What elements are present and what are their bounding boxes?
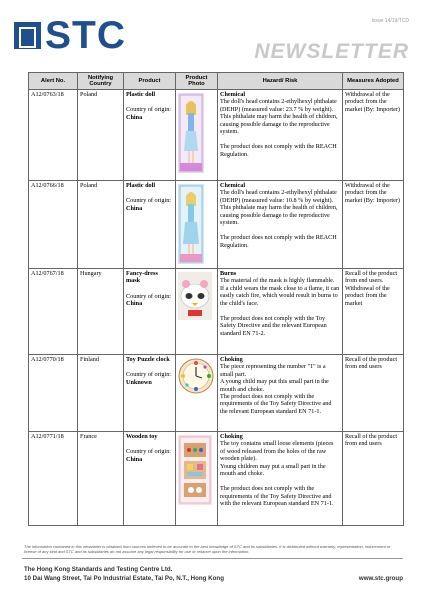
photo-cell xyxy=(176,181,218,269)
photo-cell xyxy=(176,432,218,526)
stc-logo-icon xyxy=(14,22,41,49)
photo-cell xyxy=(176,355,218,432)
hazard-line: The product does not comply with the REACH Regulation. xyxy=(220,143,337,158)
doll-photo-icon xyxy=(178,93,215,173)
col-notifying-country: Notifying Country xyxy=(78,73,124,90)
hazard-line: The doll's head contains 2-ethylhexyl phthalate (DEHP) (measured value: 23.7 % by weight). xyxy=(220,98,337,113)
hazard-line: The doll's head contains 2-ethylhexyl phthalate (DEHP) (measured value: 10.8 % by weight). xyxy=(220,189,337,204)
logo-text: STC xyxy=(45,14,126,57)
notifying-country: Poland xyxy=(78,90,124,181)
hazard-line: The product does not comply with the requirements of the Toy Safety Directive and with the relevant European standard EN 71-1. xyxy=(220,485,334,508)
table-row xyxy=(29,269,404,355)
origin-value: Unknown xyxy=(126,378,152,386)
notifying-country: Hungary xyxy=(78,269,124,355)
col-measures-adopted: Measures Adopted xyxy=(343,73,404,90)
alert-number: A12/0763/18 xyxy=(29,90,78,181)
disclaimer-note: The information contained in this newsletter is obtained from sources believed to be accurate to the best knowledge of STC and its subsidiaries. It is distributed without warranty, representation, inducement or license of any kind and STC and its subsidiaries do not assume any legal responsibility for use or reliance upon the information. xyxy=(24,544,391,554)
hazard-cell xyxy=(218,90,343,181)
wooden-toy-photo-icon xyxy=(178,435,215,505)
hazard-line: If a child wears the mask close to a flame, it can easily catch fire, which would result in burns to the child's face. xyxy=(220,284,340,307)
hazard-title: Burns xyxy=(220,270,237,277)
product-name: Wooden toy xyxy=(126,433,158,440)
product-cell xyxy=(124,355,176,432)
hazard-cell xyxy=(218,181,343,269)
product-cell xyxy=(124,432,176,526)
origin-label: Country of origin: xyxy=(126,292,172,300)
doll-photo-icon xyxy=(178,184,215,264)
hazard-cell xyxy=(218,269,343,355)
hazard-title: Choking xyxy=(220,433,243,440)
table-header-row xyxy=(29,73,404,90)
notifying-country: France xyxy=(78,432,124,526)
origin-label: Country of origin: xyxy=(126,197,172,205)
footer-divider xyxy=(22,558,403,559)
alert-number: A12/0770/18 xyxy=(29,355,78,432)
product-name: Fancy-dress mask xyxy=(126,270,158,285)
hazard-line: The product does not comply with the Toy Safety Directive and the relevant European standard EN 71-2. xyxy=(220,315,327,337)
hazard-cell xyxy=(218,432,343,526)
hazard-line: The material of the mask is highly flammable. xyxy=(220,277,335,285)
hazard-title: Chemical xyxy=(220,91,246,98)
hazard-line: The piece representing the number "1" is a small part. xyxy=(220,363,326,378)
col-hazard-risk: Hazard/ Risk xyxy=(218,73,343,90)
hazard-line: This phthalate may harm the health of children, causing possible damage to the reproductive system. xyxy=(220,113,338,136)
hazard-line: The toy contains small loose elements (pieces of wood released from the holes of the raw wooden plate). xyxy=(220,440,334,463)
newsletter-title: NEWSLETTER xyxy=(254,40,409,63)
product-name: Toy Puzzle clock xyxy=(126,356,170,363)
origin-label: Country of origin: xyxy=(126,448,172,456)
table-row xyxy=(29,90,404,181)
measures-cell: Recall of the product from end users xyxy=(343,432,404,526)
table-row xyxy=(29,432,404,526)
measures-cell: Recall of the product from end users. Withdrawal of the product from the market xyxy=(343,269,404,355)
alert-number: A12/0766/18 xyxy=(29,181,78,269)
col-alert-no: Alert No. xyxy=(29,73,78,90)
measures-cell: Withdrawal of the product from the market (By: Importer) xyxy=(343,90,404,181)
clock-photo-icon xyxy=(178,358,215,394)
photo-cell xyxy=(176,90,218,181)
website-link[interactable]: www.stc.group xyxy=(358,575,403,582)
product-name: Plastic doll xyxy=(126,182,156,189)
hazard-line: This phthalate may harm the health of children, causing possible damage to the reproductive system. xyxy=(220,204,338,227)
hazard-line: The product does not comply with the requirements of the Toy Safety Directive and the relevant European standard EN 71-1. xyxy=(220,393,332,415)
origin-label: Country of origin: xyxy=(126,371,172,379)
alerts-table xyxy=(28,72,404,526)
product-name: Plastic doll xyxy=(126,91,156,98)
issue-label: Issue 14/19/TCD xyxy=(371,18,409,24)
hazard-cell xyxy=(218,355,343,432)
product-cell xyxy=(124,181,176,269)
mask-photo-icon xyxy=(178,272,215,320)
hazard-line: The product does not comply with the REACH Regulation. xyxy=(220,234,337,249)
col-product-photo: Product Photo xyxy=(176,73,218,90)
hazard-title: Choking xyxy=(220,356,243,363)
alert-number: A12/0771/18 xyxy=(29,432,78,526)
origin-value: China xyxy=(126,113,143,121)
measures-cell: Recall of the product from end users xyxy=(343,355,404,432)
hazard-line: A young child may put this small part in the mouth and choke. xyxy=(220,378,329,393)
col-product: Product xyxy=(124,73,176,90)
product-cell xyxy=(124,269,176,355)
company-name: The Hong Kong Standards and Testing Centre Ltd. xyxy=(24,566,173,573)
alert-number: A12/0767/18 xyxy=(29,269,78,355)
hazard-title: Chemical xyxy=(220,182,246,189)
company-address: 10 Dai Wang Street, Tai Po Industrial Estate, Tai Po, N.T., Hong Kong xyxy=(24,575,224,582)
product-cell xyxy=(124,90,176,181)
origin-label: Country of origin: xyxy=(126,106,172,114)
origin-value: China xyxy=(126,455,143,463)
table-row xyxy=(29,181,404,269)
hazard-line: Young children may put a small part in the mouth and choke. xyxy=(220,462,326,478)
notifying-country: Finland xyxy=(78,355,124,432)
table-row xyxy=(29,355,404,432)
origin-value: China xyxy=(126,204,143,212)
measures-cell: Withdrawal of the product from the market (By: Importer) xyxy=(343,181,404,269)
newsletter-header xyxy=(0,0,425,70)
photo-cell xyxy=(176,269,218,355)
notifying-country: Poland xyxy=(78,181,124,269)
origin-value: China xyxy=(126,300,143,308)
